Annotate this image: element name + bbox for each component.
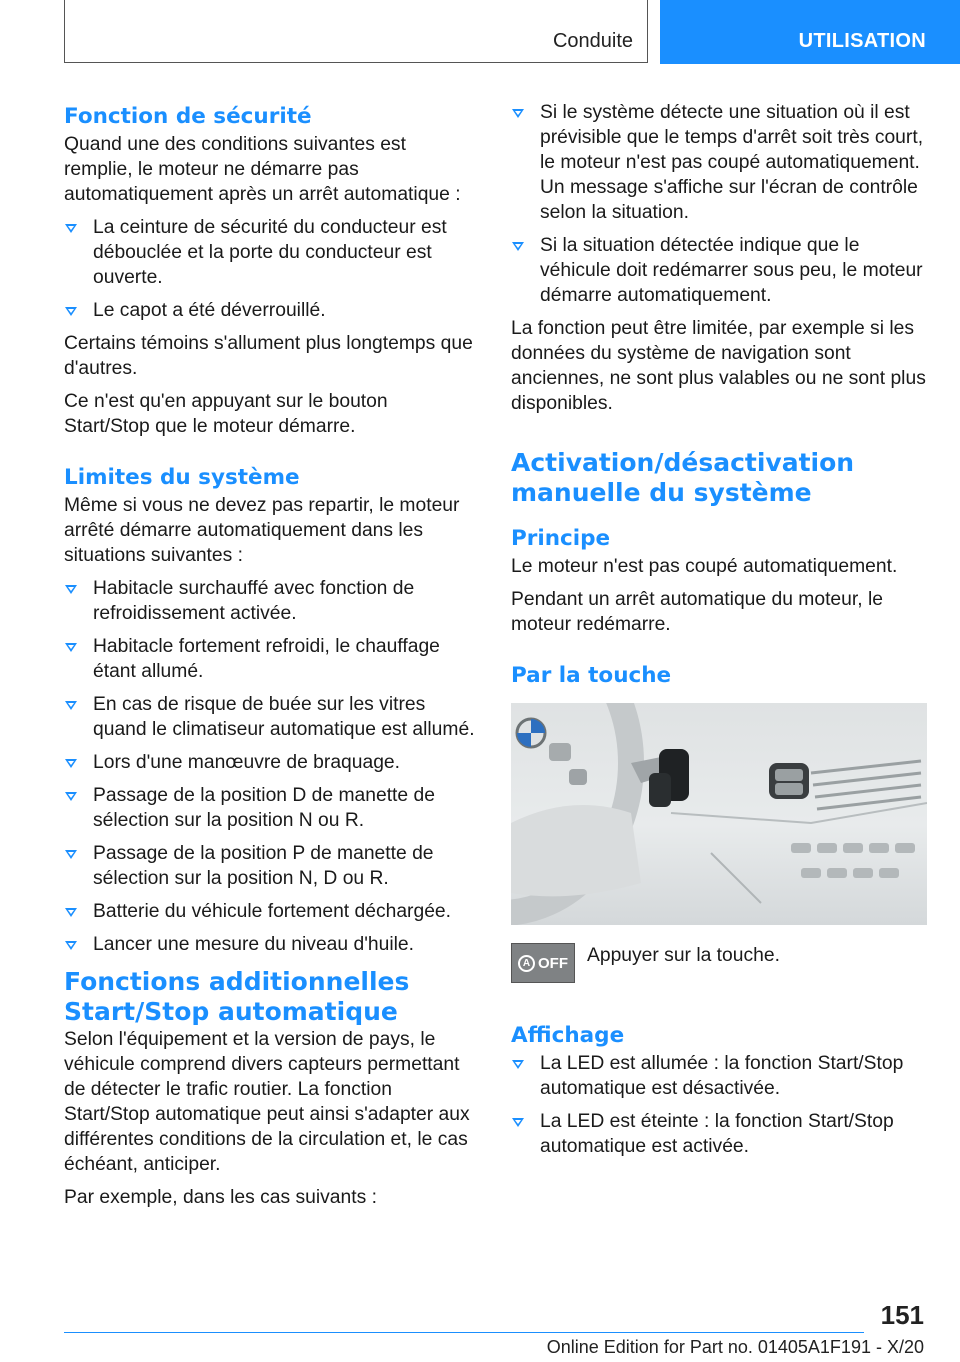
paragraph-securite: Quand une des conditions suivantes est remplie, le moteur ne démarre pas automatiquement après un arrêt automatique : [64, 134, 461, 205]
auto-start-stop-icon: A [518, 955, 535, 972]
bullet-triangle-icon [65, 224, 77, 233]
list-limites [64, 576, 478, 957]
list-item: En cas de risque de buée sur les vitres quand le climatiseur automatique est allumé. [64, 692, 478, 742]
footer-divider [64, 1332, 864, 1333]
right-column [511, 100, 927, 1167]
list-item: La ceinture de sécurité du conducteur est débouclée et la porte du conducteur est ouverte. [64, 215, 478, 290]
bullet-triangle-icon [65, 307, 77, 316]
list-cas [511, 100, 927, 308]
heading-activation-desactivation: Activation/désactivation manuelle du système [511, 448, 855, 507]
list-affichage [511, 1051, 927, 1159]
paragraph-principe-1: Le moteur n'est pas coupé automatiquement. [511, 556, 898, 577]
bullet-triangle-icon [65, 850, 77, 859]
heading-fonction-securite: Fonction de sécurité [64, 104, 312, 129]
bullet-triangle-icon [512, 1060, 524, 1069]
paragraph-bouton: Ce n'est qu'en appuyant sur le bouton Start/Stop que le moteur démarre. [64, 391, 388, 437]
dashboard-photo [511, 703, 927, 925]
list-item: Passage de la position D de manette de sélection sur la position N ou R. [64, 783, 478, 833]
paragraph-temoins: Certains témoins s'allument plus longtemps que d'autres. [64, 333, 473, 379]
list-item: La LED est éteinte : la fonction Start/Stop automatique est activée. [511, 1109, 927, 1159]
bullet-triangle-icon [512, 1118, 524, 1127]
start-stop-off-button-icon: A OFF [511, 943, 575, 983]
bullet-triangle-icon [512, 242, 524, 251]
left-column [64, 100, 478, 1218]
paragraph-exemple: Par exemple, dans les cas suivants : [64, 1187, 377, 1208]
bullet-triangle-icon [65, 792, 77, 801]
bullet-triangle-icon [65, 941, 77, 950]
bullet-triangle-icon [65, 643, 77, 652]
list-item: Lancer une mesure du niveau d'huile. [64, 932, 478, 957]
button-instruction-row [511, 943, 927, 1003]
heading-limites-systeme: Limites du système [64, 465, 300, 490]
bullet-triangle-icon [512, 109, 524, 118]
list-item: La LED est allumée : la fonction Start/Stop automatique est désactivée. [511, 1051, 927, 1101]
list-item: Le capot a été déverrouillé. [64, 298, 478, 323]
list-item: Batterie du véhicule fortement déchargée. [64, 899, 478, 924]
heading-fonctions-additionnelles: Fonctions additionnelles Start/Stop automatique [64, 967, 410, 1026]
heading-par-la-touche: Par la touche [511, 663, 672, 688]
heading-affichage: Affichage [511, 1023, 625, 1048]
list-item: Si le système détecte une situation où il est prévisible que le temps d'arrêt soit très court, le moteur n'est pas coupé automatiquement. Un message s'affiche sur l'écran de contrôle selon la situation. [511, 100, 927, 225]
bullet-triangle-icon [65, 585, 77, 594]
dashboard-illustration [511, 703, 927, 925]
header-chapter-tab: UTILISATION [660, 0, 960, 64]
bullet-triangle-icon [65, 759, 77, 768]
list-item: Passage de la position P de manette de sélection sur la position N, D ou R. [64, 841, 478, 891]
paragraph-limites: Même si vous ne devez pas repartir, le moteur arrêté démarre automatiquement dans les situations suivantes : [64, 495, 460, 566]
paragraph-limitee: La fonction peut être limitée, par exemple si les données du système de navigation sont anciennes, ne sont plus valables ou ne sont plus disponibles. [511, 318, 926, 414]
list-item: Lors d'une manœuvre de braquage. [64, 750, 478, 775]
list-item: Habitacle fortement refroidi, le chauffage étant allumé. [64, 634, 478, 684]
page-number: 151 [880, 1300, 924, 1330]
bullet-triangle-icon [65, 908, 77, 917]
bullet-triangle-icon [65, 701, 77, 710]
paragraph-fonctions: Selon l'équipement et la version de pays, le véhicule comprend divers capteurs permettant de détecter le trafic routier. La fonction Start/Stop automatique peut ainsi s'adapter aux différentes conditions de la circulation et, le cas échéant, anticiper. [64, 1029, 470, 1175]
paragraph-principe-2: Pendant un arrêt automatique du moteur, le moteur redémarre. [511, 589, 883, 635]
list-item: Si la situation détectée indique que le véhicule doit redémarrer sous peu, le moteur démarre automatiquement. [511, 233, 927, 308]
header-section-box [64, 0, 648, 63]
paragraph-appuyer: Appuyer sur la touche. [587, 945, 780, 966]
list-item: Habitacle surchauffé avec fonction de refroidissement activée. [64, 576, 478, 626]
heading-principe: Principe [511, 526, 611, 551]
list-securite [64, 215, 478, 323]
footer-edition: Online Edition for Part no. 01405A1F191 - X/20 [546, 1337, 924, 1357]
header-section-title: Conduite [552, 30, 633, 52]
